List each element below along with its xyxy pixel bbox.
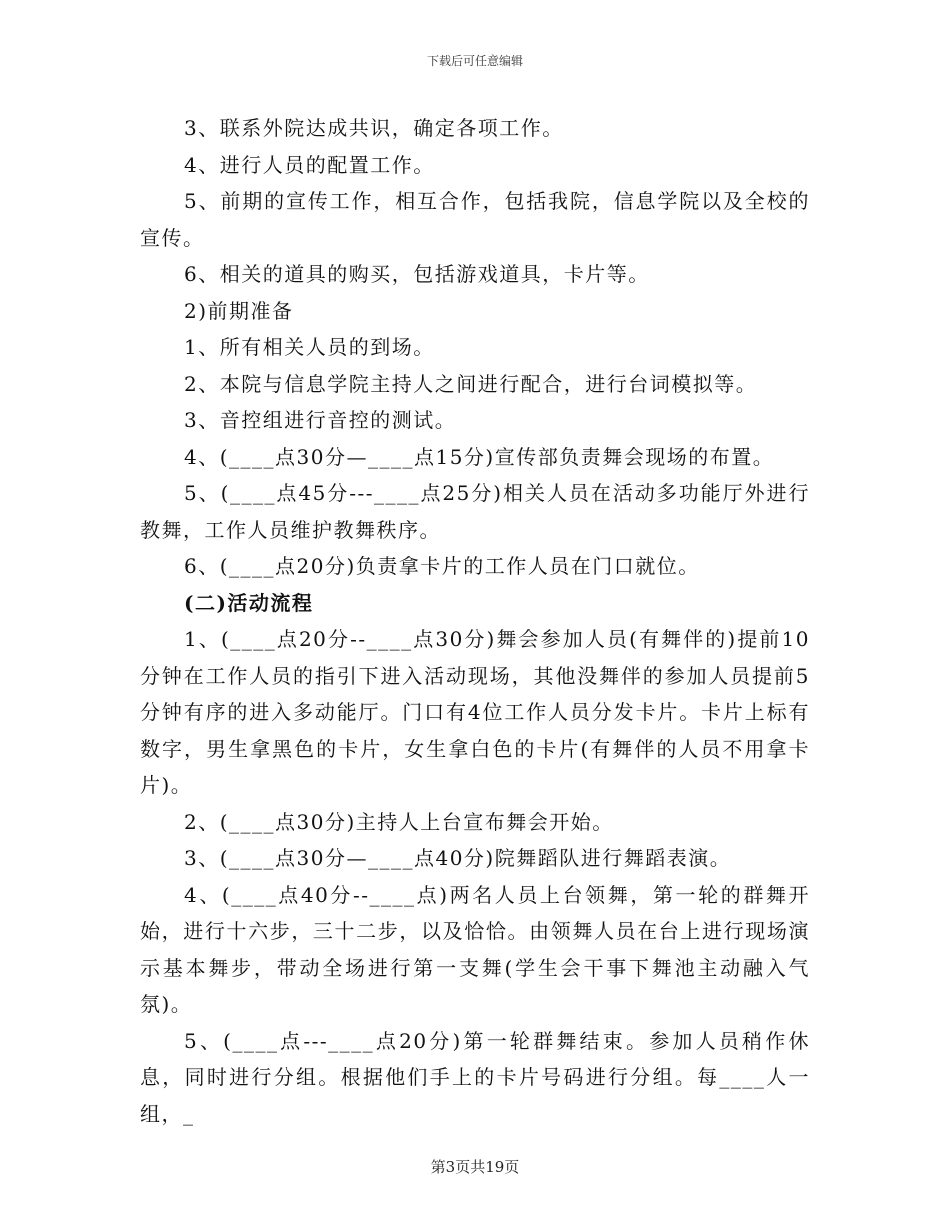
paragraph: 3、音控组进行音控的测试。 bbox=[184, 408, 457, 432]
paragraph: 2、本院与信息学院主持人之间进行配合，进行台词模拟等。 bbox=[184, 371, 758, 396]
section-heading: (二)活动流程 bbox=[184, 590, 314, 615]
paragraph: 2、(____点30分)主持人上台宣布舞会开始。 bbox=[184, 809, 614, 834]
page-header: 下载后可任意编辑 bbox=[426, 54, 523, 68]
section-subheading: 2)前期准备 bbox=[184, 298, 294, 323]
paragraph: 4、(____点30分—____点15分)宣传部负责舞会现场的布置。 bbox=[184, 444, 775, 469]
paragraph: 6、相关的道具的购买，包括游戏道具，卡片等。 bbox=[184, 262, 650, 286]
document-body bbox=[140, 110, 810, 1132]
page-footer: 第3页共19页 bbox=[430, 1158, 520, 1176]
paragraph: 3、联系外院达成共识，确定各项工作。 bbox=[184, 116, 564, 140]
paragraph: 6、(____点20分)负责拿卡片的工作人员在门口就位。 bbox=[184, 554, 700, 578]
paragraph: 5、(____点---____点20分)第一轮群舞结束。参加人员稍作休息，同时进行分组。根据他们手上的卡片号码进行分组。每____人一组，_ bbox=[140, 1028, 810, 1126]
paragraph: 1、(____点20分--____点30分)舞会参加人员(有舞伴的)提前10分钟在工作人员的指引下进入活动现场，其他没舞伴的参加人员提前5分钟有序的进入多动能厅。门口有4位工作人员分发卡片。卡片上标有数字，男生拿黑色的卡片，女生拿白色的卡片(有舞伴的人员不用拿卡片)。 bbox=[140, 627, 810, 797]
paragraph: 4、(____点40分--____点)两名人员上台领舞，第一轮的群舞开始，进行十六步，三十二步，以及恰恰。由领舞人员在台上进行现场演示基本舞步，带动全场进行第一支舞(学生会干事下舞池主动融入气氛)。 bbox=[140, 882, 810, 1016]
paragraph: 5、(____点45分---____点25分)相关人员在活动多功能厅外进行教舞，工作人员维护教舞秩序。 bbox=[140, 481, 810, 542]
paragraph: 3、(____点30分—____点40分)院舞蹈队进行舞蹈表演。 bbox=[184, 846, 732, 870]
paragraph: 1、所有相关人员的到场。 bbox=[184, 335, 435, 359]
paragraph: 5、前期的宣传工作，相互合作，包括我院，信息学院以及全校的宣传。 bbox=[140, 189, 810, 250]
paragraph: 4、进行人员的配置工作。 bbox=[184, 152, 435, 177]
